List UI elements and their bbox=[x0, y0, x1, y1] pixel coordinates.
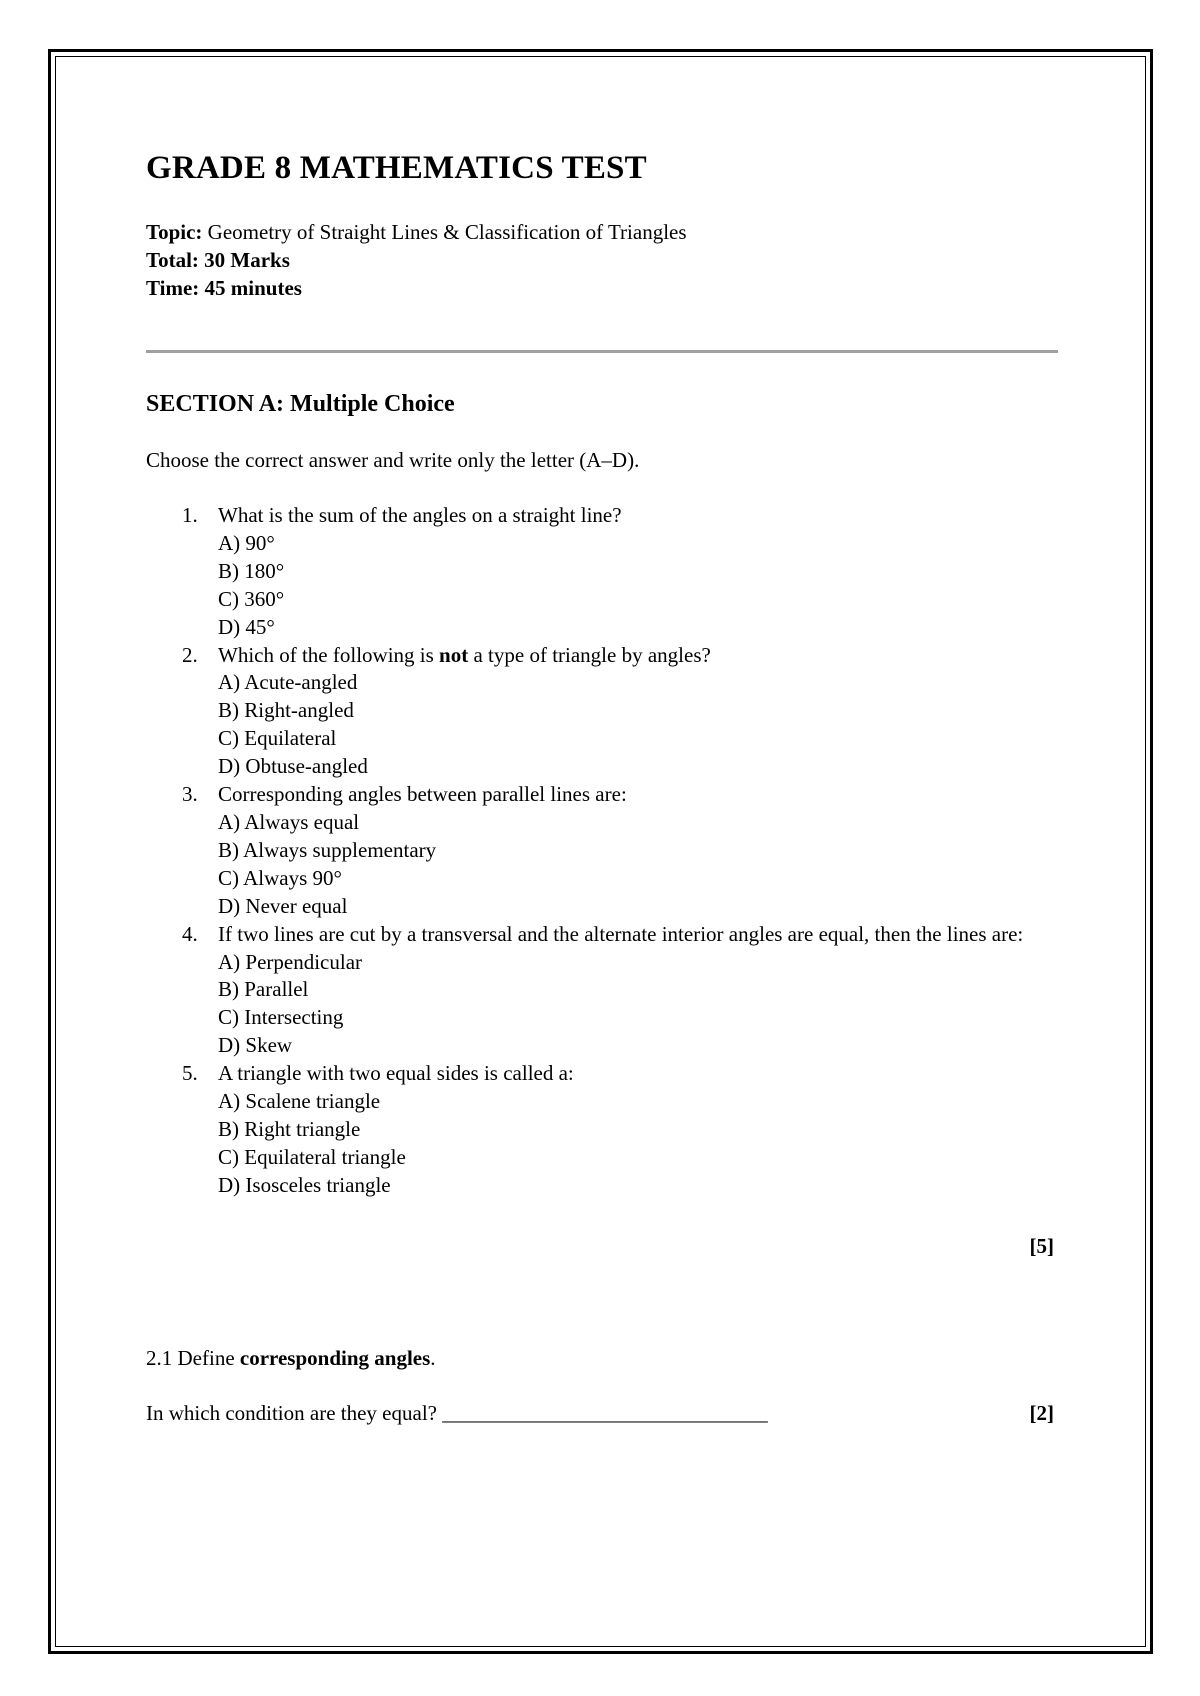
question-item bbox=[146, 781, 1058, 921]
question-2-1-condition bbox=[146, 1399, 1058, 1427]
section-a-marks: [5] bbox=[1029, 1233, 1054, 1258]
horizontal-divider bbox=[146, 350, 1058, 353]
test-content bbox=[146, 148, 1058, 1427]
question-number: 1. bbox=[182, 503, 198, 527]
question-2-1-prefix: 2.1 Define bbox=[146, 1345, 240, 1370]
time-limit-text: Time: 45 minutes bbox=[146, 276, 302, 300]
section-a-instructions: Choose the correct answer and write only the letter (A–D). bbox=[146, 448, 640, 472]
question-list bbox=[146, 502, 1058, 1200]
question-number: 3. bbox=[182, 782, 198, 807]
question-item bbox=[146, 502, 1058, 642]
topic-label: Topic: bbox=[146, 220, 203, 244]
total-marks bbox=[146, 246, 1058, 274]
question-number: 4. bbox=[182, 921, 198, 946]
answer-option: C) 360° bbox=[218, 586, 285, 611]
condition-text: In which condition are they equal? _______________________________ bbox=[146, 1400, 768, 1425]
question-text-part: If two lines are cut by a transversal and the alternate interior angles are equal, then the lines are: bbox=[218, 921, 1024, 946]
answer-option: C) Equilateral bbox=[218, 726, 337, 751]
answer-option: D) Isosceles triangle bbox=[218, 1172, 391, 1197]
answer-option: C) Equilateral triangle bbox=[218, 1144, 406, 1169]
question-text bbox=[218, 921, 1058, 949]
topic-value: Geometry of Straight Lines & Classification of Triangles bbox=[207, 220, 687, 244]
topic-line bbox=[146, 218, 1058, 246]
answer-option: A) Perpendicular bbox=[218, 949, 363, 974]
question-item bbox=[146, 921, 1058, 1061]
answer-option: D) 45° bbox=[218, 614, 275, 639]
question-text bbox=[218, 502, 1058, 530]
answer-option: C) Always 90° bbox=[218, 865, 342, 890]
answer-option: B) 180° bbox=[218, 558, 285, 583]
question-2-1-marks: [2] bbox=[1029, 1400, 1054, 1425]
test-title: GRADE 8 MATHEMATICS TEST bbox=[146, 150, 647, 186]
question-item bbox=[146, 1060, 1058, 1200]
answer-option: A) Always equal bbox=[218, 809, 360, 834]
question-text-part: a type of triangle by angles? bbox=[468, 642, 711, 667]
answer-option: A) Scalene triangle bbox=[218, 1089, 381, 1114]
answer-option: D) Obtuse-angled bbox=[218, 754, 368, 779]
section-a-title: SECTION A: Multiple Choice bbox=[146, 391, 455, 417]
question-text-part: Corresponding angles between parallel lines are: bbox=[218, 782, 627, 807]
question-item bbox=[146, 642, 1058, 782]
question-2-1 bbox=[146, 1344, 1058, 1372]
test-meta bbox=[146, 218, 1058, 302]
question-text bbox=[218, 781, 1058, 809]
answer-option: B) Right-angled bbox=[218, 698, 354, 723]
time-limit bbox=[146, 274, 1058, 302]
total-marks-text: Total: 30 Marks bbox=[146, 248, 290, 272]
question-text-part: A triangle with two equal sides is called a: bbox=[218, 1061, 574, 1086]
question-text bbox=[218, 642, 1058, 670]
question-emphasis: not bbox=[439, 642, 469, 667]
answer-option: A) Acute-angled bbox=[218, 670, 358, 695]
question-number: 5. bbox=[182, 1061, 198, 1086]
question-text-part: What is the sum of the angles on a straight line? bbox=[218, 503, 622, 527]
question-2-1-suffix: . bbox=[430, 1345, 436, 1370]
question-text-part: Which of the following is bbox=[218, 642, 440, 667]
answer-option: B) Right triangle bbox=[218, 1116, 361, 1141]
question-number: 2. bbox=[182, 642, 198, 667]
question-2-1-term: corresponding angles bbox=[239, 1345, 431, 1370]
answer-option: D) Skew bbox=[218, 1033, 293, 1058]
answer-option: A) 90° bbox=[218, 530, 275, 555]
answer-option: B) Always supplementary bbox=[218, 837, 437, 862]
answer-option: C) Intersecting bbox=[218, 1005, 344, 1030]
answer-option: D) Never equal bbox=[218, 893, 348, 918]
answer-option: B) Parallel bbox=[218, 977, 309, 1002]
question-text bbox=[218, 1060, 1058, 1088]
